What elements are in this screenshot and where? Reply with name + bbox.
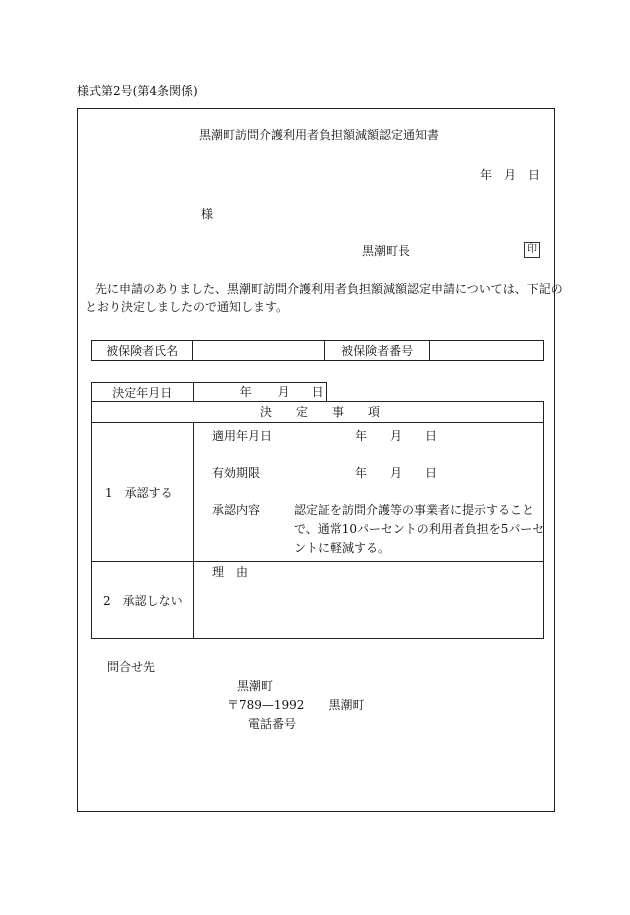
body-text-line-1: 先に申請のありました、黒潮町訪問介護利用者負担額減額認定申請については、下記の — [95, 282, 563, 296]
insured-number-label: 被保険者番号 — [325, 341, 429, 361]
insured-name-label: 被保険者氏名 — [92, 341, 193, 361]
document-title: 黒潮町訪問介護利用者負担額減額認定通知書 — [199, 128, 440, 142]
contact-address: 〒789—1992 黒潮町 — [227, 698, 365, 712]
contact-phone-label: 電話番号 — [248, 717, 297, 731]
valid-period-month: 月 — [390, 466, 403, 480]
apply-date-year: 年 — [355, 429, 368, 443]
reject-label: 2 承認しない — [103, 594, 183, 608]
seal-mark: 印 — [524, 242, 540, 258]
valid-period-day: 日 — [425, 466, 438, 480]
issuer-name: 黒潮町長 — [362, 244, 411, 258]
approve-label: 1 承認する — [105, 486, 173, 500]
insured-number-field[interactable] — [429, 341, 543, 361]
decision-date-month: 月 — [277, 385, 290, 399]
decision-date-year: 年 — [239, 385, 252, 399]
valid-period-label: 有効期限 — [212, 466, 261, 480]
valid-period-year: 年 — [355, 466, 368, 480]
decision-date-table — [91, 382, 327, 402]
body-text-line-2: とおり決定しましたので通知します。 — [85, 300, 289, 314]
addressee-suffix: 様 — [201, 207, 214, 221]
decision-date-day: 日 — [311, 385, 324, 399]
approval-content-label: 承認内容 — [212, 503, 261, 517]
apply-date-day: 日 — [425, 429, 438, 443]
decision-date-label: 決定年月日 — [92, 383, 194, 402]
approval-content-line-3: ントに軽減する。 — [294, 541, 391, 555]
decision-date-field[interactable] — [193, 383, 326, 402]
decision-header: 決 定 事 項 — [260, 405, 381, 419]
date-month: 月 — [504, 168, 517, 182]
decision-column-divider — [193, 422, 194, 639]
apply-date-label: 適用年月日 — [212, 429, 273, 443]
apply-date-month: 月 — [390, 429, 403, 443]
decision-row-divider — [91, 561, 544, 562]
approval-content-line-1: 認定証を訪問介護等の事業者に提示すること — [294, 503, 535, 517]
decision-header-divider — [91, 422, 544, 423]
form-number: 様式第2号(第4条関係) — [77, 84, 198, 98]
contact-heading: 問合せ先 — [107, 660, 156, 674]
reason-label: 理 由 — [212, 565, 249, 579]
approval-content-line-2: で、通常10パーセントの利用者負担を5パーセ — [294, 522, 545, 536]
date-day: 日 — [528, 168, 541, 182]
insured-info-table — [91, 340, 544, 361]
date-year: 年 — [480, 168, 493, 182]
insured-name-field[interactable] — [193, 341, 325, 361]
contact-organization: 黒潮町 — [237, 679, 274, 693]
